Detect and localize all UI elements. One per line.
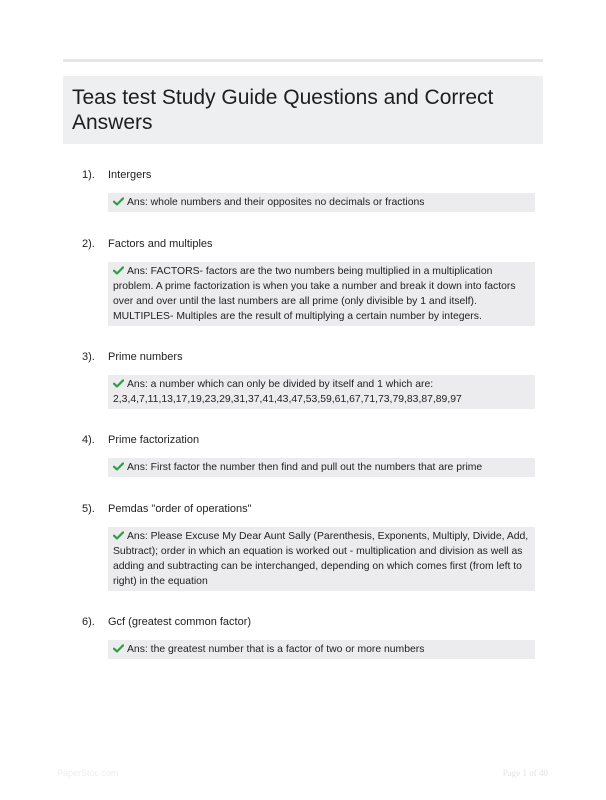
check-icon	[113, 379, 124, 388]
answer-text: Ans: Please Excuse My Dear Aunt Sally (Parenthesis, Exponents, Multiply, Divide, Add, Subtract); order in which an equation is worked out - multiplication and division as well as adding and subtracting can be interchanged, depending on which comes first (from left to right) in the equation	[113, 531, 529, 587]
question-number: 3).	[82, 351, 95, 363]
check-icon	[113, 644, 124, 653]
check-icon	[113, 197, 124, 206]
answer-text: Ans: the greatest number that is a factor of two or more numbers	[127, 644, 425, 655]
question-number: 5).	[82, 503, 95, 515]
question-number: 1).	[82, 169, 95, 181]
answer-box-1	[108, 193, 535, 212]
answer-box-6	[108, 640, 535, 659]
question-number: 6).	[82, 616, 95, 628]
top-divider	[63, 59, 543, 62]
question-number: 4).	[82, 434, 95, 446]
question-number: 2).	[82, 238, 95, 250]
question-text: Gcf (greatest common factor)	[108, 616, 252, 628]
question-text: Prime factorization	[108, 434, 200, 446]
check-icon	[113, 531, 124, 540]
check-icon	[113, 266, 124, 275]
answer-box-3	[108, 375, 535, 409]
answer-box-4	[108, 458, 535, 477]
answer-text: Ans: whole numbers and their opposites no decimals or fractions	[127, 197, 425, 208]
check-icon	[113, 462, 124, 471]
page-number: Page 1 of 40	[502, 768, 548, 778]
question-text: Prime numbers	[108, 351, 183, 363]
question-text: Factors and multiples	[108, 238, 213, 250]
answer-box-5	[108, 527, 535, 591]
page-title: Teas test Study Guide Questions and Correct Answers	[72, 86, 494, 134]
footer-watermark: PaperStoc.com	[57, 768, 119, 778]
question-text: Pemdas "order of operations"	[108, 503, 252, 515]
answer-text: Ans: FACTORS- factors are the two numbers being multiplied in a multiplication problem. A prime factorization is when you take a number and break it down into factors over and over until the last numbers are all prime (only divisible by 1 and itself). MULTIPLES- Multiples are the result of multiplying a certain number by integers.	[113, 266, 516, 322]
question-text: Intergers	[108, 169, 152, 181]
answer-text: Ans: First factor the number then find and pull out the numbers that are prime	[127, 462, 483, 473]
answer-text: Ans: a number which can only be divided by itself and 1 which are: 2,3,4,7,11,13,17,19,23,29,31,37,41,43,47,53,59,61,67,71,73,79,83,87,89,97	[113, 379, 462, 405]
title-banner	[63, 76, 543, 144]
answer-box-2	[108, 262, 535, 326]
